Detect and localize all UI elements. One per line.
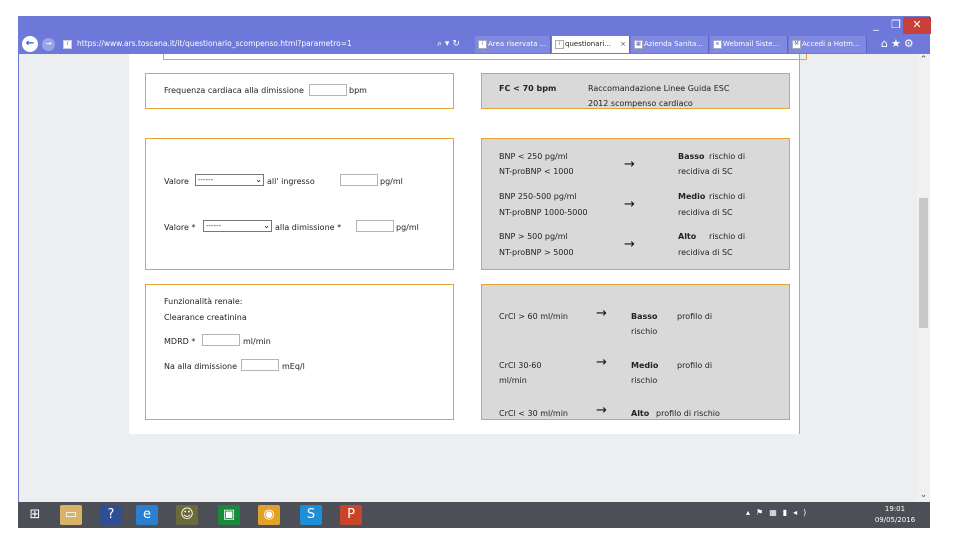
bnp-high-line3: recidiva di SC [678,248,733,257]
address-actions [437,36,460,52]
arrow-right-icon: → [624,157,635,172]
tab-questionario[interactable]: i questionari... × [552,36,630,53]
bnp-medium-level: Medio [678,192,706,201]
crcl-high-line1: CrCl < 30 ml/min [499,409,568,418]
store-icon[interactable]: ▣ [218,505,240,525]
tray-volume-icon[interactable]: ◂) [793,508,813,517]
crcl-low-line3: rischio [631,327,658,336]
settings-gear-icon[interactable]: ⚙ [903,37,917,50]
renal-box [145,284,454,420]
bnp-info-box [481,138,790,270]
powerpoint-icon[interactable]: P [340,505,362,525]
browser-toolbar-icons [881,36,917,52]
bnp-low-line2: NT-proBNP < 1000 [499,167,574,176]
address-url: https://www.ars.toscana.it/it/questionario_scompenso.html?parametro=1 [77,39,352,48]
heart-rate-unit: bpm [349,86,367,95]
arrow-right-icon: → [596,403,607,418]
tab-favicon-icon: e [713,40,722,49]
bnp-medium-line3: recidiva di SC [678,208,733,217]
arrow-right-icon: → [596,355,607,370]
heart-rate-label: Frequenza cardiaca alla dimissione [164,86,304,95]
chevron-down-icon: ⌄ [255,175,262,184]
skype-icon[interactable]: S [300,505,322,525]
search-icon[interactable]: ⌕ [437,39,443,49]
dropdown-icon[interactable]: ▾ [444,39,450,49]
chevron-down-icon: ⌄ [263,221,270,230]
taskbar [18,502,930,528]
heart-rate-rule: FC < 70 bpm [499,84,557,93]
crcl-low-line1: CrCl > 60 ml/min [499,312,568,321]
bnp-discharge-select[interactable]: ------ ⌄ [203,220,272,232]
browser-window [18,16,930,502]
previous-section-box [163,54,807,60]
bnp-medium-rest: rischio di [709,192,746,201]
renal-subtitle: Clearance creatinina [164,313,247,322]
sodium-label: Na alla dimissione [164,362,237,371]
heart-rate-recommendation-detail: 2012 scompenso cardiaco [588,99,693,108]
tray-signal-icon[interactable]: ▮ [782,508,794,517]
favorites-star-icon[interactable]: ★ [890,37,904,50]
crcl-medium-level: Medio [631,361,659,370]
tab-favicon-icon: M [792,40,801,49]
renal-title: Funzionalità renale: [164,297,243,306]
tab-favicon-icon: i [478,40,487,49]
mdrd-input[interactable] [202,334,240,346]
crcl-info-box [481,284,790,420]
crcl-medium-line2: ml/min [499,376,527,385]
navigation-bar [19,34,929,54]
arrow-right-icon: → [596,306,607,321]
page-viewport [19,54,917,502]
home-icon[interactable]: ⌂ [881,37,891,50]
tray-flag-icon[interactable]: ⚑ [756,508,770,517]
page-favicon-icon: i [63,40,72,49]
tray-expand-icon[interactable]: ▴ [746,508,757,517]
vertical-scrollbar[interactable] [917,54,930,502]
close-icon[interactable]: ✕ [903,17,931,34]
arrow-right-icon: → [624,237,635,252]
help-icon[interactable]: ? [100,505,122,525]
bnp-high-level: Alto [678,232,697,241]
page-content [129,54,800,434]
title-bar [19,17,929,34]
tab-favicon-icon: ▦ [634,40,643,49]
mdrd-label: MDRD * [164,337,196,346]
clock-date: 09/05/2016 [874,516,916,524]
bnp-high-line2: NT-proBNP > 5000 [499,248,574,257]
scrollbar-thumb[interactable] [919,198,928,328]
arrow-right-icon: → [624,197,635,212]
tab-area-riservata[interactable]: i Area riservata ... [475,36,551,53]
chrome-icon[interactable]: ◉ [258,505,280,525]
crcl-medium-rest: profilo di [677,361,713,370]
tray-network-icon[interactable]: ▦ [769,508,783,517]
scroll-up-icon[interactable]: ⌃ [919,55,928,65]
tab-hotmail[interactable]: M Accedi a Hotm... [789,36,867,53]
bnp-low-level: Basso [678,152,705,161]
scroll-down-icon[interactable]: ⌄ [919,490,928,500]
mdrd-unit: ml/min [243,337,271,346]
bnp-discharge-label: Valore * [164,223,196,232]
start-windows-icon[interactable]: ⊞ [29,507,41,522]
bnp-high-rest: rischio di [709,232,746,241]
tab-close-icon[interactable]: × [620,40,626,48]
sodium-unit: mEq/l [282,362,305,371]
heart-rate-recommendation: Raccomandazione Linee Guida ESC [588,84,730,93]
bnp-medium-line2: NT-proBNP 1000-5000 [499,208,588,217]
maximize-icon[interactable]: ❐ [891,18,901,31]
bnp-box [145,138,454,270]
clock[interactable] [868,504,922,526]
crcl-high-level: Alto [631,409,650,418]
bnp-discharge-input[interactable] [356,220,394,232]
bnp-high-line1: BNP > 500 pg/ml [499,232,568,241]
bnp-low-rest: rischio di [709,152,746,161]
minimize-icon[interactable]: _ [873,18,879,31]
back-icon[interactable]: ← [22,36,38,52]
bnp-admission-suffix: all' ingresso [267,177,315,186]
crcl-medium-line1: CrCl 30-60 [499,361,542,370]
bnp-medium-line1: BNP 250-500 pg/ml [499,192,577,201]
bnp-admission-input[interactable] [340,174,378,186]
internet-explorer-icon[interactable]: e [136,505,158,525]
crcl-high-rest: profilo di rischio [656,409,720,418]
sodium-input[interactable] [241,359,279,371]
bnp-admission-select[interactable]: ------ ⌄ [195,174,264,186]
crcl-low-rest: profilo di [677,312,713,321]
bnp-low-line1: BNP < 250 pg/ml [499,152,568,161]
bnp-discharge-suffix: alla dimissione * [275,223,342,232]
tab-azienda-sanitaria[interactable]: ▦ Azienda Sanita... [631,36,709,53]
bnp-low-line3: recidiva di SC [678,167,733,176]
bnp-admission-label: Valore [164,177,189,186]
bnp-discharge-unit: pg/ml [396,223,419,232]
address-bar[interactable] [61,36,475,52]
file-explorer-icon[interactable]: ▭ [60,505,82,525]
clock-time: 19:01 [884,505,906,513]
tab-webmail[interactable]: e Webmail Siste... [710,36,788,53]
heart-rate-info-box [481,73,790,109]
heart-rate-box [145,73,454,109]
bnp-admission-unit: pg/ml [380,177,403,186]
crcl-low-level: Basso [631,312,658,321]
tab-favicon-icon: i [555,40,564,49]
refresh-icon[interactable]: ↻ [452,39,460,49]
crcl-medium-line3: rischio [631,376,658,385]
user-app-icon[interactable]: ☺ [176,505,198,525]
system-tray [746,508,812,517]
heart-rate-input[interactable] [309,84,347,96]
forward-icon[interactable]: → [42,38,55,51]
